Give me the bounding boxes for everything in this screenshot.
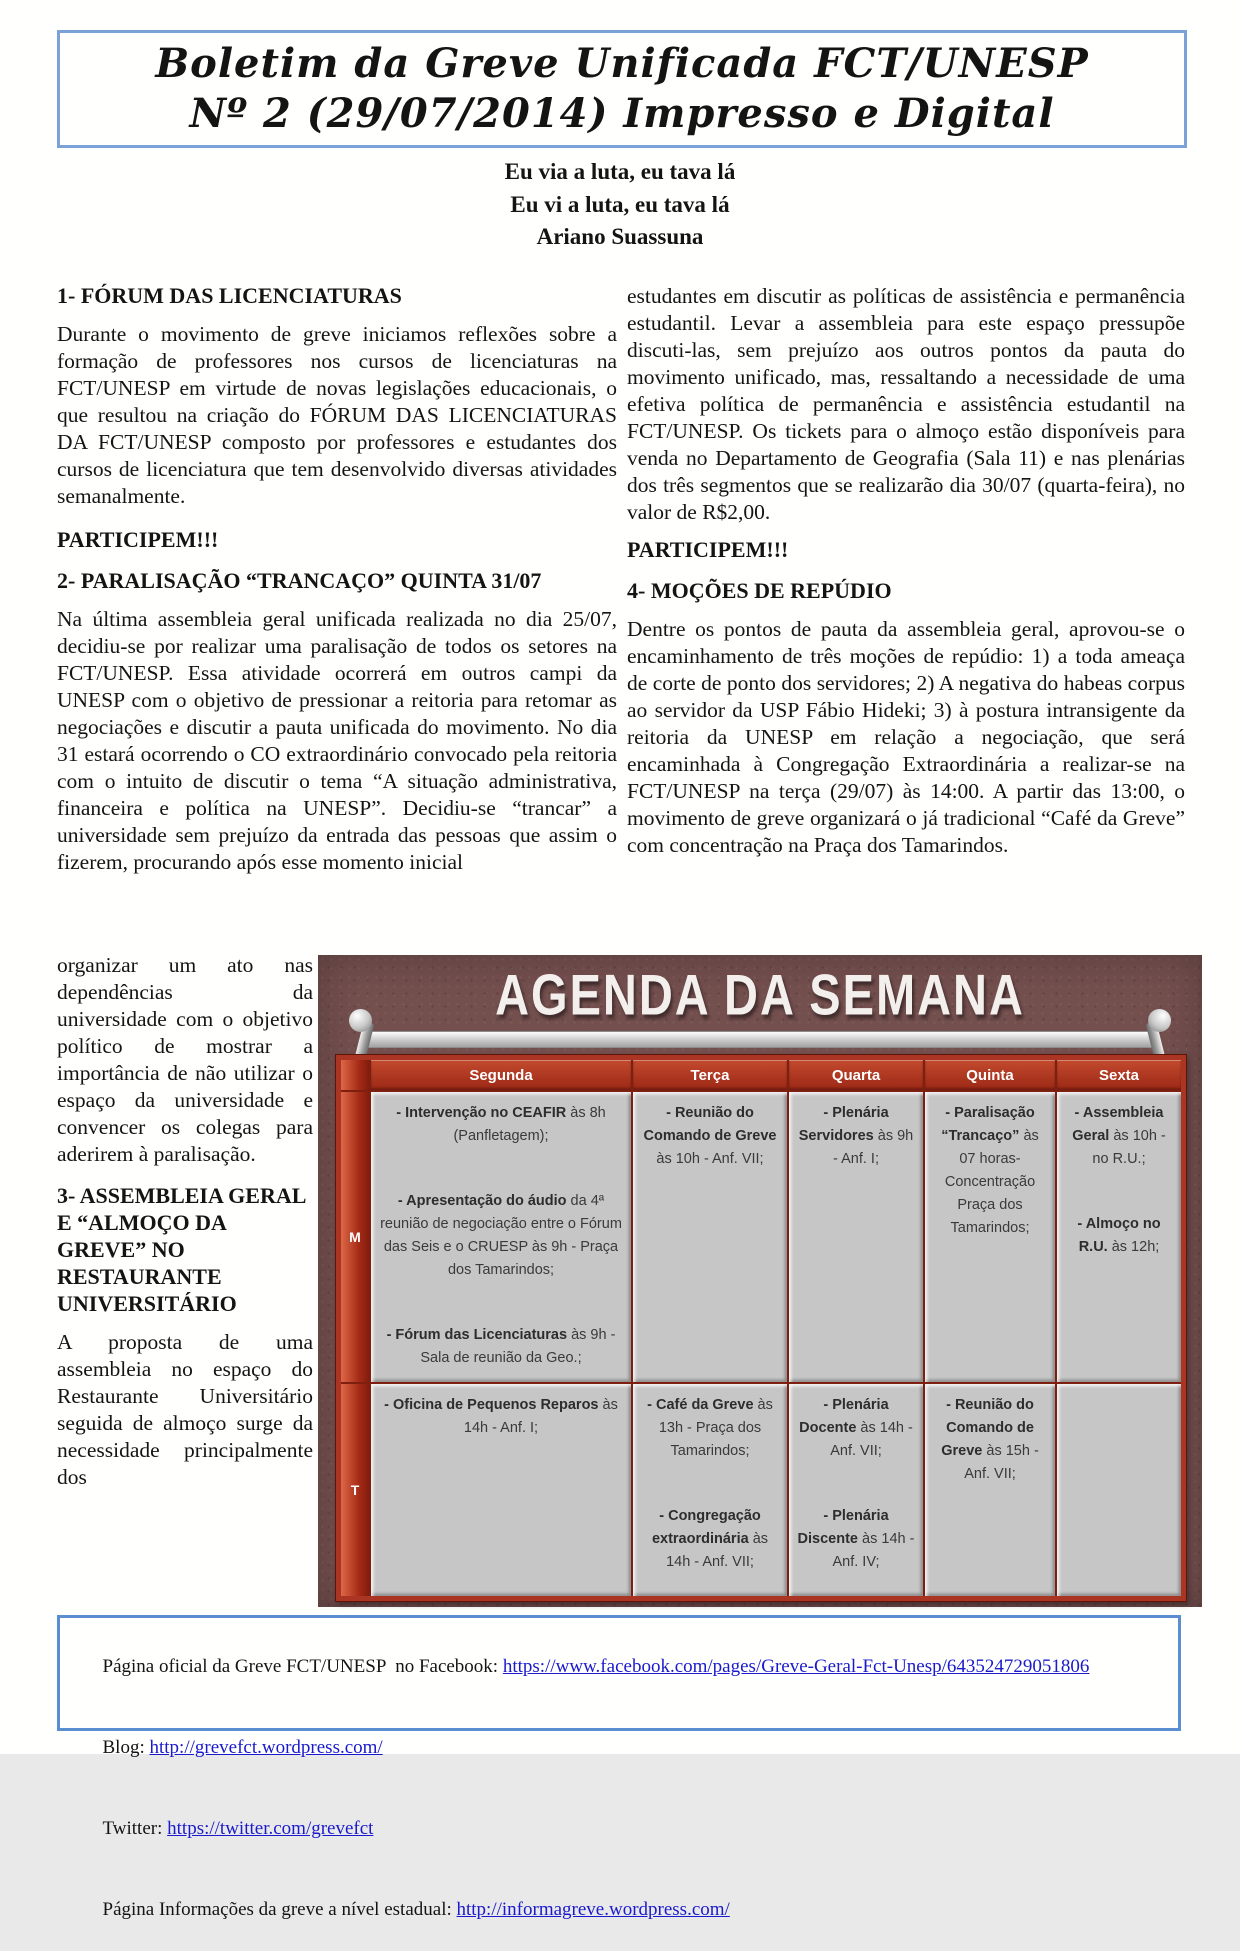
agenda-cell-sexta-afternoon	[1057, 1384, 1181, 1596]
section3-paragraph-continuation: estudantes em discutir as políticas de assistência e permanência estudantil. Levar a assembleia para este espaço pressupõe discuti-las, sem prejuízo aos outros pontos da pauta do movimento unificado, mas, ressaltando a necessidade de uma efetiva política de permanência e assistência estudantil na FCT/UNESP. Os tickets para o almoço estão disponíveis para venda no Departamento de Geografia (Sala 11) e nas plenárias dos três segmentos que se realizarão dia 30/07 (quarta-feira), no valor de R$2,00.	[627, 284, 1185, 524]
section1-heading: 1- FÓRUM DAS LICENCIATURAS	[57, 283, 402, 308]
event-name: - Apresentação do áudio	[397, 1193, 567, 1209]
section2-heading: 2- PARALISAÇÃO “TRANCAÇO” QUINTA 31/07	[57, 568, 542, 593]
event-details: às 12h;	[1111, 1239, 1160, 1255]
row-label-morning: M	[341, 1092, 369, 1382]
footer-line-twitter	[74, 1789, 1178, 1870]
footer-label: Twitter:	[102, 1817, 168, 1839]
bulletin-title-line1: Boletim da Greve Unificada FCT/UNESP	[155, 40, 1089, 87]
agenda-event	[640, 1394, 780, 1463]
agenda-cell-segunda-morning	[371, 1092, 631, 1382]
twitter-link[interactable]: https://twitter.com/grevefct	[167, 1817, 374, 1839]
event-name: - Fórum das Licenciaturas	[386, 1327, 568, 1343]
right-column	[627, 283, 1185, 869]
event-name: - Intervenção no CEAFIR	[396, 1105, 567, 1121]
agenda-cell-sexta-morning	[1057, 1092, 1181, 1382]
agenda-table	[336, 1055, 1186, 1601]
blog-link[interactable]: http://grevefct.wordpress.com/	[149, 1736, 383, 1758]
section4-heading: 4- MOÇÕES DE REPÚDIO	[627, 578, 892, 603]
agenda-event	[1064, 1102, 1174, 1171]
day-header-segunda: Segunda	[371, 1060, 631, 1090]
day-header-terca: Terça	[633, 1060, 787, 1090]
agenda-event	[640, 1102, 780, 1171]
day-header-quarta: Quarta	[789, 1060, 923, 1090]
agenda-cell-terca-afternoon	[633, 1384, 787, 1596]
agenda-event	[932, 1394, 1048, 1486]
section3-heading: 3- ASSEMBLEIA GERAL E “ALMOÇO DA GREVE” NO RESTAURANTE UNIVERSITÁRIO	[57, 1183, 306, 1316]
section3-paragraph: A proposta de uma assembleia no espaço do Restaurante Universitário seguida de almoço surge da necessidade principalmente dos	[57, 1330, 313, 1489]
footer-box	[57, 1615, 1181, 1920]
agenda-title: AGENDA DA SEMANA	[495, 962, 1025, 1027]
event-details: às 15h - Anf. VII;	[964, 1443, 1039, 1482]
section1-paragraph: Durante o movimento de greve iniciamos reflexões sobre a formação de professores nos cursos de licenciaturas na FCT/UNESP em virtude de novas legislações educacionais, o que resultou na criação do FÓRUM DAS LICENCIATURAS DA FCT/UNESP composto por professores e estudantes dos cursos de licenciatura que tem desenvolvido diversas atividades semanalmente.	[57, 322, 617, 508]
section2-paragraph: Na última assembleia geral unificada realizada no dia 25/07, decidiu-se por realizar uma paralisação de todos os setores na FCT/UNESP. Essa atividade ocorrerá em outros campi da UNESP com o objetivo de pressionar a reitoria para retomar as negociações e discutir a pauta unificada do movimento. No dia 31 estará ocorrendo o CO extraordinário convocado pela reitoria com o intuito de discutir o tema “A situação administrativa, financeira e política na UNESP”. Decidiu-se “trancar” a universidade sem prejuízo da entrada das pessoas que assim o fizerem, procurando após esse momento inicial	[57, 607, 617, 874]
agenda-poster	[318, 955, 1202, 1607]
event-details: às 07 horas- Concentração Praça dos Tamarindos;	[944, 1128, 1039, 1236]
left-narrow-column	[57, 952, 313, 1501]
event-details: às 10h - Anf. VII;	[656, 1151, 764, 1167]
agenda-event	[378, 1190, 624, 1282]
agenda-event	[796, 1505, 916, 1574]
event-details: às 14h - Anf. VII;	[830, 1420, 913, 1459]
epigraph-line2: Eu vi a luta, eu tava lá	[510, 191, 730, 217]
day-header-sexta: Sexta	[1057, 1060, 1181, 1090]
agenda-silver-bar	[364, 1031, 1156, 1048]
section1-cta: PARTICIPEM!!!	[57, 527, 219, 552]
event-name: - Assembleia Geral	[1072, 1105, 1164, 1144]
epigraph	[0, 156, 1240, 254]
event-name: - Plenária Servidores	[798, 1105, 889, 1144]
footer-label: Página Informações da greve a nível estadual:	[102, 1898, 457, 1920]
event-details: às 14h - Anf. IV;	[832, 1531, 915, 1570]
epigraph-line1: Eu via a luta, eu tava lá	[504, 159, 736, 184]
agenda-cell-quarta-morning	[789, 1092, 923, 1382]
footer-line-facebook	[74, 1627, 1178, 1708]
agenda-event	[640, 1505, 780, 1574]
event-name: - Plenária Discente	[797, 1508, 889, 1547]
agenda-event	[1064, 1213, 1174, 1259]
event-details: às 14h - Anf. I;	[463, 1397, 618, 1436]
agenda-event	[796, 1102, 916, 1171]
pin-ball	[349, 1009, 372, 1032]
section3-cta: PARTICIPEM!!!	[627, 537, 789, 562]
event-name: - Oficina de Pequenos Reparos	[384, 1397, 599, 1413]
facebook-link[interactable]: https://www.facebook.com/pages/Greve-Geral-Fct-Unesp/643524729051806	[502, 1655, 1090, 1677]
footer-line-blog	[74, 1708, 1178, 1789]
event-name: - Café da Greve	[647, 1397, 754, 1413]
agenda-corner-cell	[341, 1060, 369, 1090]
bulletin-header	[57, 30, 1187, 148]
event-details: da 4ª reunião de negociação entre o Fórum das Seis e o CRUESP às 9h - Praça dos Tamarindos;	[380, 1193, 622, 1278]
event-name: - Plenária Docente	[799, 1397, 889, 1436]
event-details: às 13h - Praça dos Tamarindos;	[658, 1397, 773, 1459]
left-column	[57, 282, 617, 886]
footer-label: Página oficial da Greve FCT/UNESP no Facebook:	[102, 1655, 503, 1677]
agenda-cell-quinta-morning	[925, 1092, 1055, 1382]
day-header-quinta: Quinta	[925, 1060, 1055, 1090]
section2-paragraph-continuation: organizar um ato nas dependências da universidade com o objetivo político de mostrar a importância de não utilizar o espaço da universidade e convencer os colegas para aderirem à paralisação.	[57, 953, 313, 1166]
event-details: às 14h - Anf. VII;	[666, 1531, 769, 1570]
agenda-event	[378, 1102, 624, 1148]
agenda-cell-terca-morning	[633, 1092, 787, 1382]
event-name: - Reunião do Comando de Greve	[643, 1105, 777, 1144]
agenda-cell-quarta-afternoon	[789, 1384, 923, 1596]
agenda-event	[378, 1394, 624, 1440]
event-name: - Reunião do Comando de Greve	[941, 1397, 1034, 1459]
epigraph-author: Ariano Suassuna	[536, 224, 704, 250]
event-name: - Congregação extraordinária	[651, 1508, 761, 1547]
event-details: às 8h (Panfletagem);	[453, 1105, 606, 1144]
agenda-event	[378, 1324, 624, 1370]
agenda-event	[796, 1394, 916, 1463]
bulletin-title-line2: Nº 2 (29/07/2014) Impresso e Digital	[189, 90, 1055, 137]
footer-label: Blog:	[102, 1736, 150, 1758]
agenda-event	[932, 1102, 1048, 1240]
event-details: às 9h - Sala de reunião da Geo.;	[420, 1327, 616, 1366]
row-label-afternoon: T	[341, 1384, 369, 1596]
event-name: - Paralisação “Trancaço”	[941, 1105, 1035, 1144]
section4-paragraph: Dentre os pontos de pauta da assembleia geral, aprovou-se o encaminhamento de três moções de repúdio: 1) a toda ameaça de corte de ponto dos servidores; 2) A negativa do habeas corpus ao servidor da USP Fábio Hideki; 3) à postura intransigente da reitoria da UNESP em relação a negociação, que será encaminhada à Congregação Extraordinária a realizar-se na FCT/UNESP na terça (29/07) às 14:00. A partir das 13:00, o movimento de greve organizará o já tradicional “Café da Greve” com concentração na Praça dos Tamarindos.	[627, 617, 1185, 857]
event-name: - Almoço no R.U.	[1077, 1216, 1161, 1255]
agenda-cell-quinta-afternoon	[925, 1384, 1055, 1596]
event-details: às 10h - no R.U.;	[1092, 1128, 1166, 1167]
statewide-info-link[interactable]: http://informagreve.wordpress.com/	[456, 1898, 730, 1920]
footer-line-statewide-info	[74, 1870, 1178, 1951]
agenda-cell-segunda-afternoon	[371, 1384, 631, 1596]
pin-ball	[1148, 1009, 1171, 1032]
event-details: às 9h - Anf. I;	[833, 1128, 914, 1167]
